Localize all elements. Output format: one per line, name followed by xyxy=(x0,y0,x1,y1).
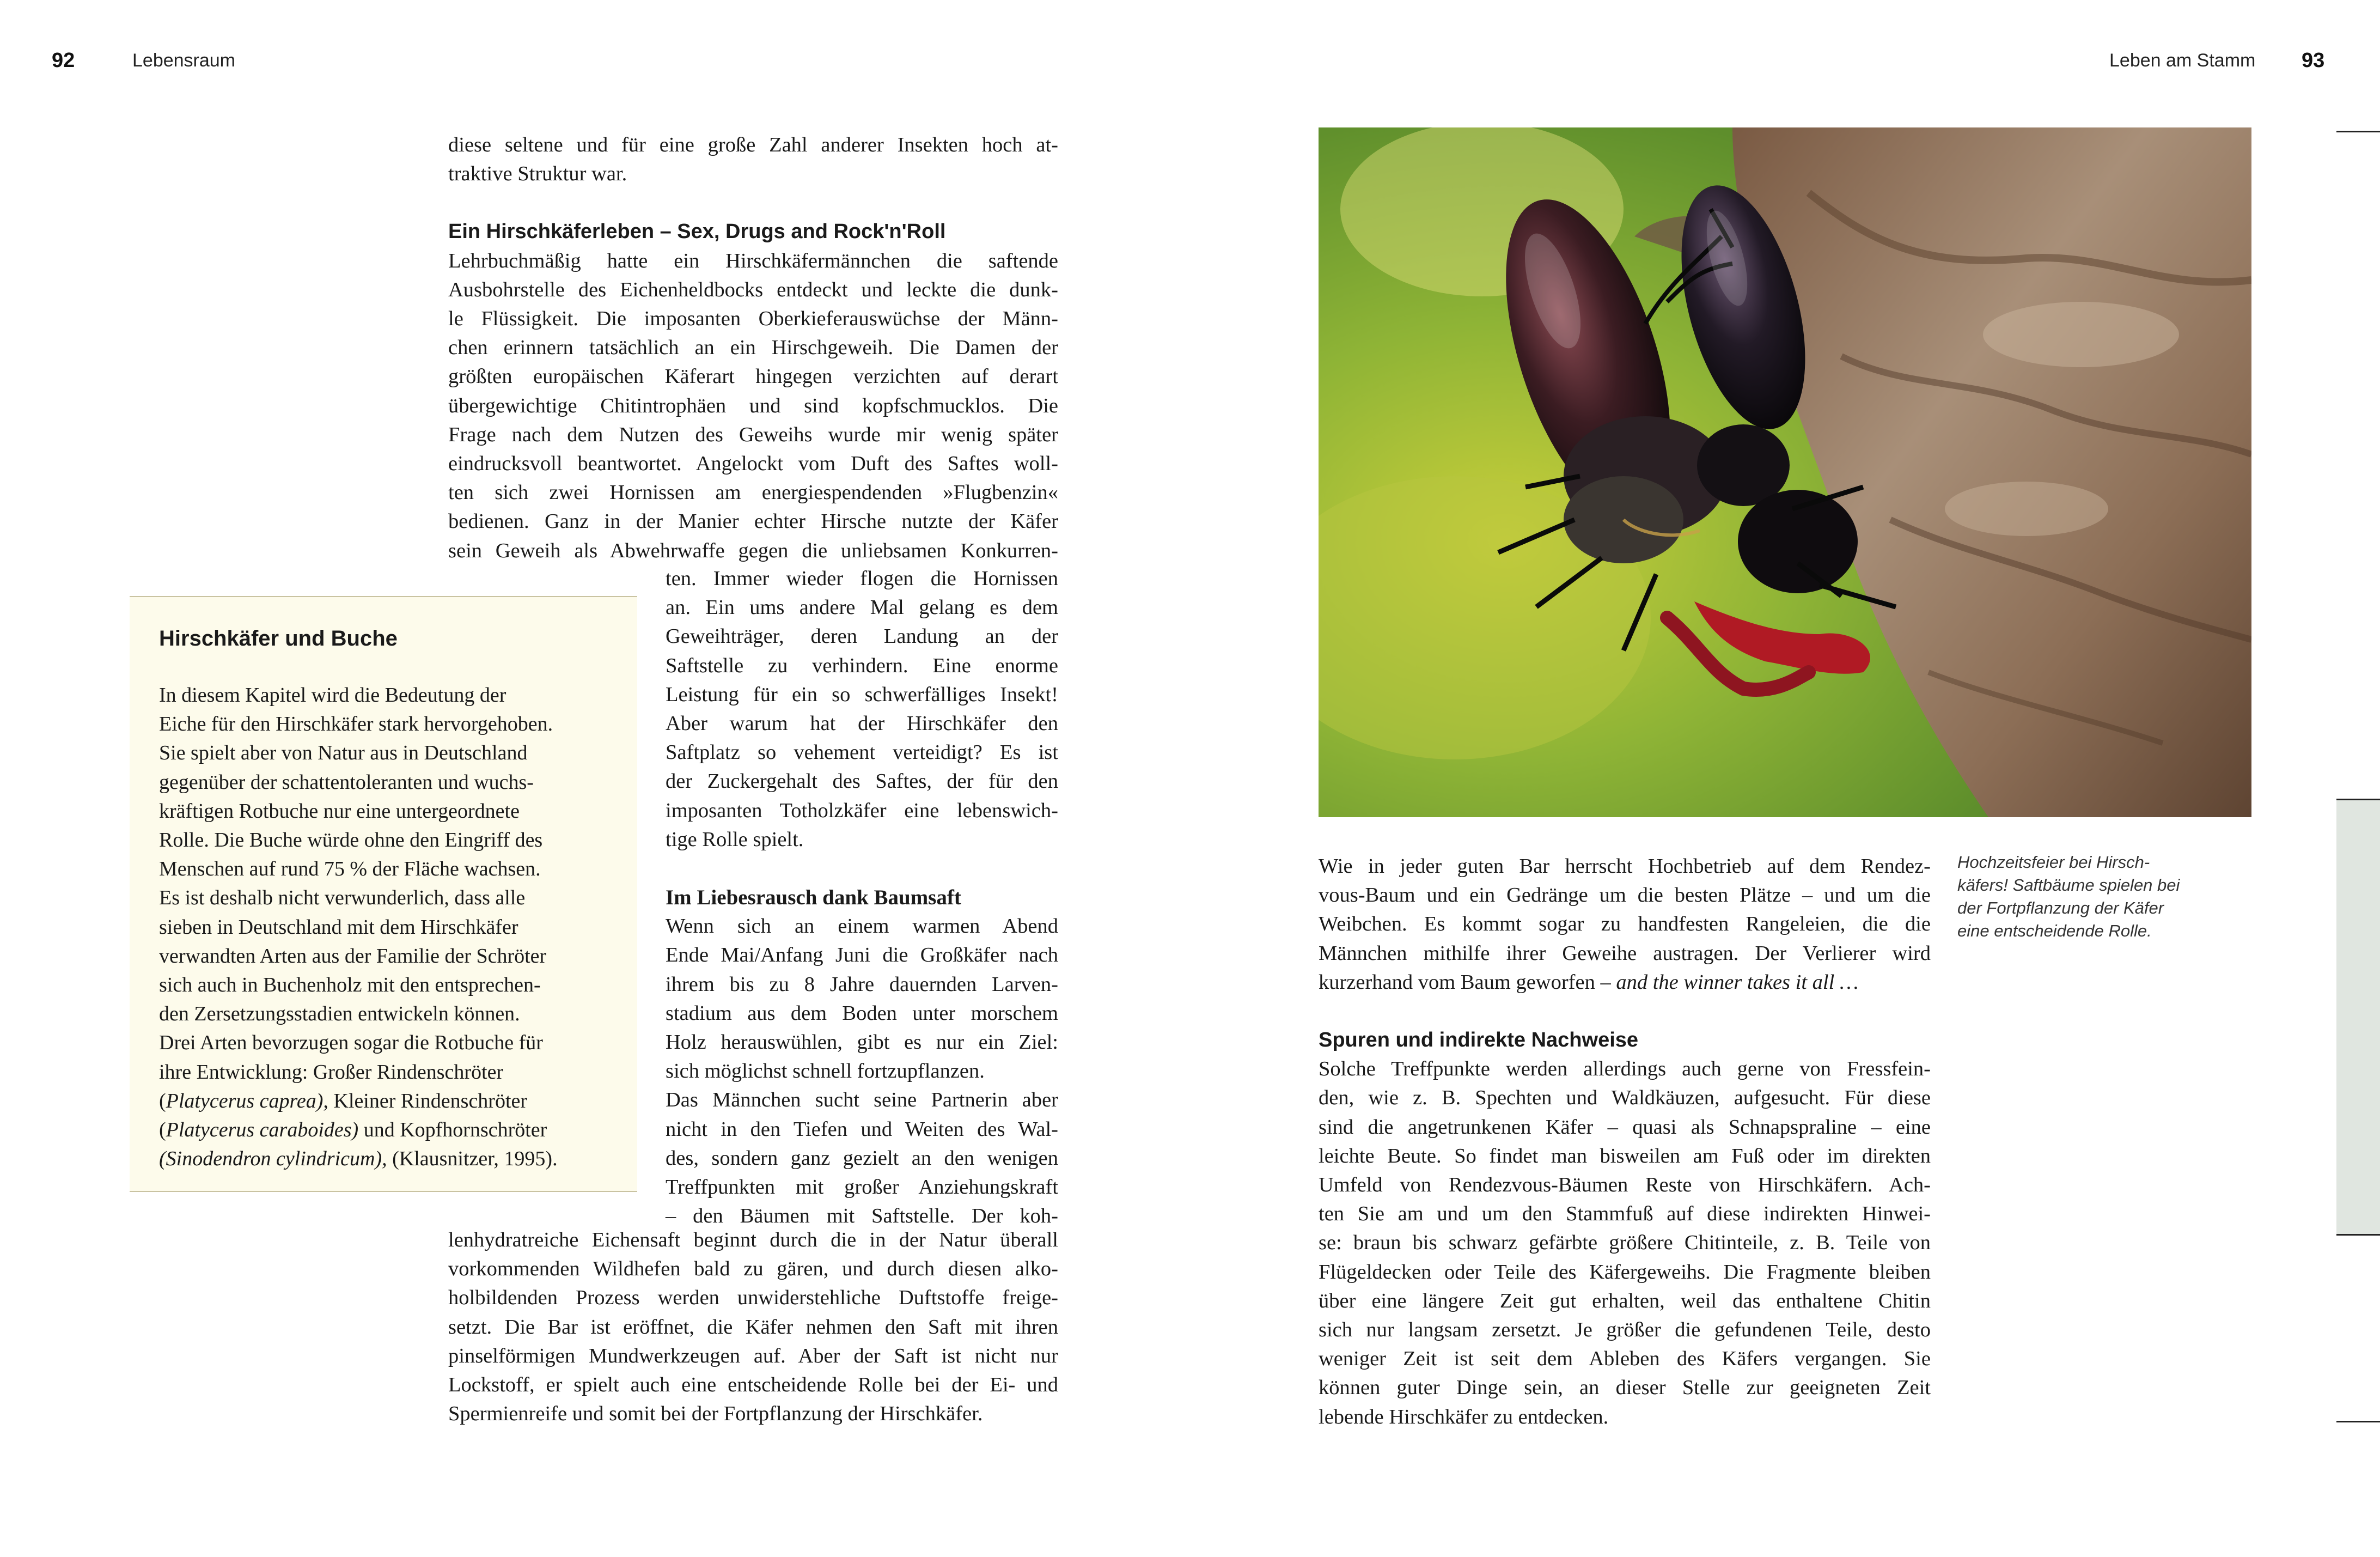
box-line: Es ist deshalb nicht verwunderlich, dass alle xyxy=(159,886,526,910)
main-text-column xyxy=(448,131,1058,565)
text-line: Saftstelle zu verhindern. Eine enorme xyxy=(666,654,1058,677)
text-line: über eine längere Zeit gut erhalten, weil das enthaltene Chitin xyxy=(1319,1289,1931,1312)
box-text-fragment: Kleiner Rindenschröter xyxy=(328,1089,528,1112)
caption-line: der Fortpflanzung der Käfer xyxy=(1957,898,2164,917)
text-line: sein Geweih als Abwehrwaffe gegen die unliebsamen Konkurren- xyxy=(448,539,1058,562)
running-head-left: Lebensraum xyxy=(132,50,236,71)
species-name: Platycerus caprea), xyxy=(166,1089,328,1112)
text-line: imposanten Totholzkäfer eine lebenswich- xyxy=(666,799,1058,822)
text-line: setzt. Die Bar ist eröffnet, die Käfer nehmen den Saft mit ihren xyxy=(448,1315,1058,1339)
right-text-column xyxy=(1319,852,1931,1432)
text-line: stadium aus dem Boden unter morschem xyxy=(666,1001,1058,1025)
text-line-winner xyxy=(1319,968,1931,997)
text-line: bedienen. Ganz in der Manier echter Hirsche nutzte der Käfer xyxy=(448,510,1058,533)
box-text-fragment: (Klausnitzer, 1995). xyxy=(387,1147,558,1171)
text-line: sind die angetrunkenen Käfer – quasi als Schnapspraline – eine xyxy=(1319,1115,1931,1139)
text-line: – den Bäumen mit Saftstelle. Der koh- xyxy=(666,1205,1058,1228)
text-line: Ausbohrstelle des Eichenheldbocks entdeckt und leckte die dunk- xyxy=(448,278,1058,301)
text-line: Flügeldecken oder Teile des Käfergeweihs. Die Fragmente bleiben xyxy=(1319,1260,1931,1284)
section-heading-spuren: Spuren und indirekte Nachweise xyxy=(1319,1029,1639,1052)
text-line: Aber warum hat der Hirschkäfer den xyxy=(666,712,1058,735)
edge-mark-top xyxy=(2336,131,2380,132)
text-line: an. Ein ums andere Mal gelang es dem xyxy=(666,596,1058,619)
info-box-title: Hirschkäfer und Buche xyxy=(159,627,398,650)
text-fragment: kurzerhand vom Baum geworfen – xyxy=(1319,970,1616,994)
chapter-thumb-tab xyxy=(2336,799,2380,1234)
text-line: diese seltene und für eine große Zahl anderer Insekten hoch at- xyxy=(448,133,1058,156)
main-text-column-bottom xyxy=(448,1226,1058,1428)
section-heading-liebesrausch: Im Liebesrausch dank Baumsaft xyxy=(666,886,961,910)
text-line: Treffpunkten mit großer Anziehungskraft xyxy=(666,1176,1058,1199)
text-line: Spermienreife und somit bei der Fortpflanzung der Hirschkäfer. xyxy=(448,1402,983,1426)
text-line: Frage nach dem Nutzen des Geweihs wurde mir wenig später xyxy=(448,423,1058,446)
caption-line: Hochzeitsfeier bei Hirsch- xyxy=(1957,853,2150,872)
text-line: Leistung für ein so schwerfälliges Insekt! xyxy=(666,683,1058,706)
box-line-species-2 xyxy=(159,1116,611,1145)
box-line: verwandten Arten aus der Familie der Schröter xyxy=(159,944,547,968)
section-heading-hirschkaeferleben: Ein Hirschkäferleben – Sex, Drugs and Rock'n'Roll xyxy=(448,220,946,244)
text-line: pinselförmigen Mundwerkzeugen auf. Aber der Saft ist nicht nur xyxy=(448,1344,1058,1367)
text-line: le Flüssigkeit. Die imposanten Oberkieferauswüchse der Männ- xyxy=(448,307,1058,331)
text-line: ten Sie am und um den Stammfuß auf diese indirekten Hinwei- xyxy=(1319,1202,1931,1226)
text-line: Lockstoff, er spielt auch eine entscheidende Rolle bei der Ei- und xyxy=(448,1373,1058,1397)
info-box-text xyxy=(159,681,611,1173)
box-line: Drei Arten bevorzugen sogar die Rotbuche für xyxy=(159,1031,543,1055)
text-line: leichte Beute. So findet man bisweilen am Fuß oder im direkten xyxy=(1319,1144,1931,1167)
text-line: können guter Dinge sein, an dieser Stelle zur geeigneten Zeit xyxy=(1319,1376,1931,1400)
box-line-species-3 xyxy=(159,1145,611,1173)
text-line: weniger Zeit ist seit dem Ableben des Käfers vergangen. Sie xyxy=(1319,1347,1931,1371)
box-line: Menschen auf rund 75 % der Fläche wachsen. xyxy=(159,857,541,881)
box-line: Sie spielt aber von Natur aus in Deutschland xyxy=(159,741,528,765)
box-text-fragment: und Kopfhornschröter xyxy=(358,1118,547,1142)
edge-mark-bottom xyxy=(2336,1421,2380,1422)
text-line: größten europäischen Käferart hingegen verzichten auf derart xyxy=(448,365,1058,388)
text-line: traktive Struktur war. xyxy=(448,162,627,186)
text-line: der Zuckergehalt des Saftes, der für den xyxy=(666,770,1058,793)
text-line: vorkommenden Wildhefen bald zu gären, und durch diesen alko- xyxy=(448,1257,1058,1281)
box-line-species-1 xyxy=(159,1087,611,1116)
stag-beetle-photo xyxy=(1319,127,2251,817)
text-line: lenhydratreiche Eichensaft beginnt durch die in der Natur überall xyxy=(448,1228,1058,1251)
text-line: vous-Baum und ein Gedränge um die besten Plätze – und um die xyxy=(1319,884,1931,907)
page-number-right: 93 xyxy=(2302,49,2325,72)
text-line: se: braun bis schwarz gefärbte größere Chitinteile, z. B. Teile von xyxy=(1319,1231,1931,1255)
text-line: Lehrbuchmäßig hatte ein Hirschkäfermännchen die saftende xyxy=(448,249,1058,272)
box-line: sieben in Deutschland mit dem Hirschkäfer xyxy=(159,915,518,939)
text-line: Ende Mai/Anfang Juni die Großkäfer nach xyxy=(666,944,1058,967)
text-line: nicht in den Tiefen und Weiten des Wal- xyxy=(666,1117,1058,1141)
text-line: lebende Hirschkäfer zu entdecken. xyxy=(1319,1405,1609,1428)
text-line: Weibchen. Es kommt sogar zu handfesten Rangeleien, die die xyxy=(1319,913,1931,936)
edge-mark-mid xyxy=(2336,1234,2380,1236)
species-name: (Sinodendron cylindricum), xyxy=(159,1147,387,1171)
box-line: den Zersetzungsstadien entwickeln können. xyxy=(159,1002,520,1026)
text-line: Saftplatz so vehement verteidigt? Es ist xyxy=(666,741,1058,764)
text-line: Das Männchen sucht seine Partnerin aber xyxy=(666,1088,1058,1112)
text-line: Wenn sich an einem warmen Abend xyxy=(666,915,1058,938)
text-line: ten sich zwei Hornissen am energiespendenden »Flugbenzin« xyxy=(448,481,1058,504)
box-line: In diesem Kapitel wird die Bedeutung der xyxy=(159,684,506,707)
caption-line: eine entscheidende Rolle. xyxy=(1957,921,2152,940)
text-line: Wie in jeder guten Bar herrscht Hochbetrieb auf dem Rendez- xyxy=(1319,855,1931,878)
text-line: Holz herauswühlen, gibt es nur ein Ziel: xyxy=(666,1031,1058,1054)
box-line: ihre Entwicklung: Großer Rindenschröter xyxy=(159,1060,504,1084)
narrow-text-column xyxy=(666,564,1058,1231)
text-line: tige Rolle spielt. xyxy=(666,828,804,851)
box-line: gegenüber der schattentoleranten und wuchs- xyxy=(159,770,534,794)
box-line: Rolle. Die Buche würde ohne den Eingriff des xyxy=(159,829,543,852)
photo-caption xyxy=(1957,851,2219,942)
text-line: Umfeld von Rendezvous-Bäumen Reste von Hirschkäfern. Ach- xyxy=(1319,1173,1931,1197)
text-line: ten. Immer wieder flogen die Hornissen xyxy=(666,567,1058,590)
text-line: holbildenden Prozess werden unwiderstehliche Duftstoffe freige- xyxy=(448,1286,1058,1310)
text-line: Geweihträger, deren Landung an der xyxy=(666,625,1058,648)
text-line: Männchen mithilfe ihrer Geweihe austragen. Der Verlierer wird xyxy=(1319,941,1931,965)
species-name: Platycerus caraboides) xyxy=(166,1118,359,1142)
text-line: sich möglichst schnell fortzupflanzen. xyxy=(666,1060,985,1083)
box-text-fragment: ( xyxy=(159,1118,166,1142)
text-line: chen erinnern tatsächlich an ein Hirschgeweih. Die Damen der xyxy=(448,336,1058,360)
box-line: kräftigen Rotbuche nur eine untergeordnete xyxy=(159,799,520,823)
text-line: des, sondern ganz gezielt an den wenigen xyxy=(666,1146,1058,1170)
box-line: sich auch in Buchenholz mit den entsprechen- xyxy=(159,974,541,997)
text-line: übergewichtige Chitintrophäen und sind kopfschmucklos. Die xyxy=(448,394,1058,417)
text-line: ihrem bis zu 8 Jahre dauernden Larven- xyxy=(666,972,1058,996)
text-line: sich nur langsam zersetzt. Je größer die gefundenen Teile, desto xyxy=(1319,1318,1931,1342)
box-text-fragment: ( xyxy=(159,1089,166,1112)
running-head-right: Leben am Stamm xyxy=(2109,50,2256,71)
page-number-left: 92 xyxy=(52,49,75,72)
caption-line: käfers! Saftbäume spielen bei xyxy=(1957,875,2180,895)
italic-phrase: and the winner takes it all … xyxy=(1616,970,1859,994)
text-line: eindrucksvoll beantwortet. Angelockt vom Duft des Saftes woll- xyxy=(448,452,1058,476)
text-line: den, wie z. B. Spechten und Waldkäuzen, aufgesucht. Für diese xyxy=(1319,1086,1931,1110)
text-line: Solche Treffpunkte werden allerdings auch gerne von Fressfein- xyxy=(1319,1057,1931,1081)
box-line: Eiche für den Hirschkäfer stark hervorgehoben. xyxy=(159,713,553,736)
